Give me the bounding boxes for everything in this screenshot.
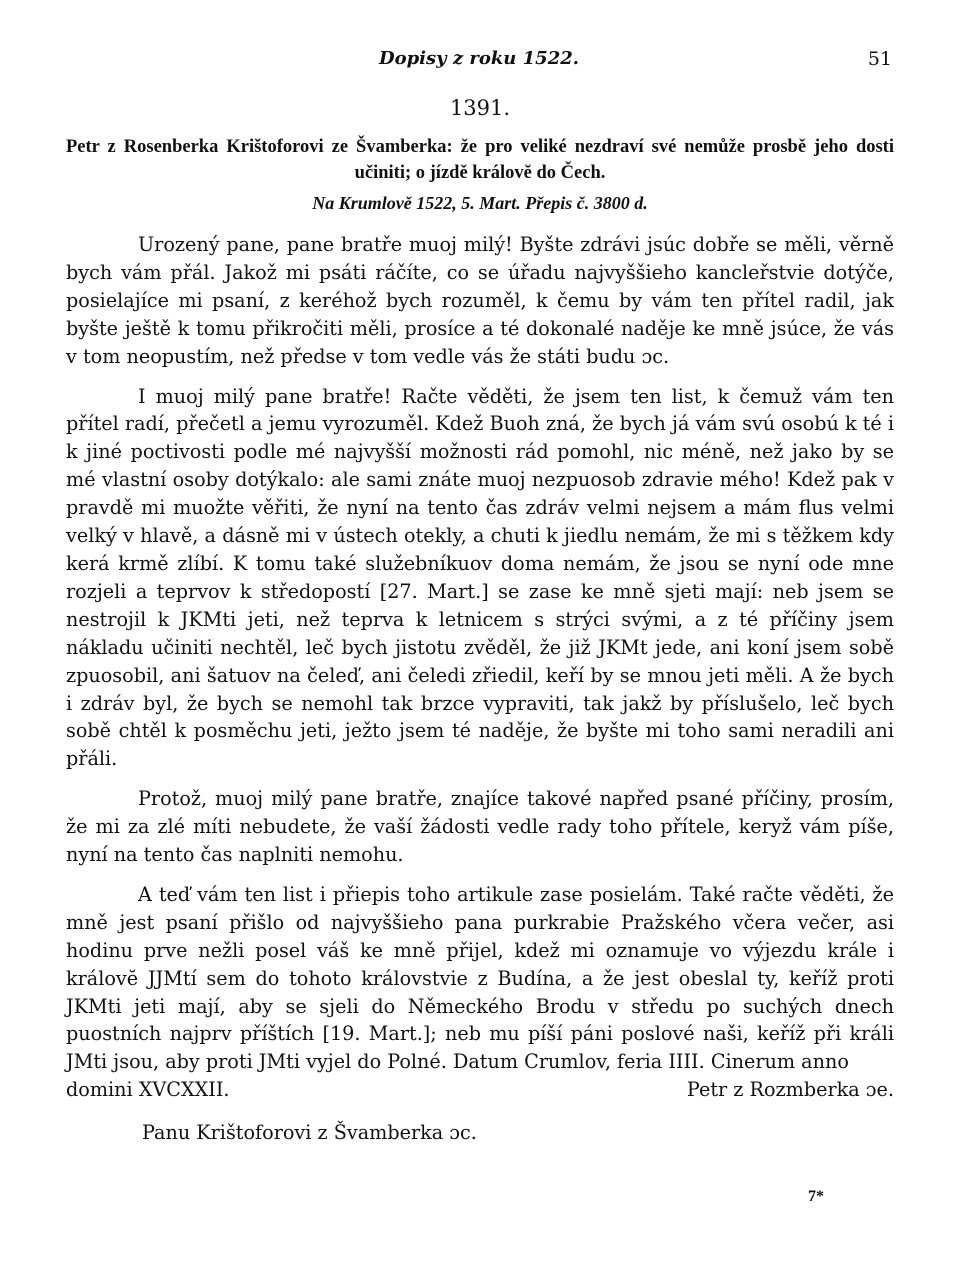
paragraph-2: I muoj milý pane bratře! Račte věděti, že jsem ten list, k čemuž vám ten přítel radí, přečetl a jemu vyrozuměl. Kdež Buoh zná, že bych já vám svú osobú k té i k jiné poctivosti podle mé najvyšší možnosti rád pomohl, nic méně, než jako by se mé vlastní osoby dotýkalo: ale sami znáte muoj nezpuosob zdravie mého! Kdež pak v pravdě mi muožte věřiti, že nyní na tento čas zdráv velmi nejsem a mám flus velmi velký v hlavě, a dásně mi v ústech otekly, a chuti k jiedlu nemám, že mi s těžkem kdy kerá krmě zlíbí. K tomu také služebníkuov doma nemám, že jsou se nyní ode mne rozjeli a teprvov k středopostí [27. Mart.] se zase ke mně sjeti mají: neb jsem se nestrojil k JKMti jeti, než teprva k letnicem s strýci svými, a z té příčiny jsem nákladu učiniti nechtěl, leč bych jistotu zvěděl, že již JKMt jede, ani koní jsem sobě zpuosobil, ani šatuov na čeleď, ani čeledi zřiedil, keří by se mnou jeti měli. A že bych i zdráv byl, že bych se nemohl tak brzce vypraviti, tak jakž by příslušelo, leč bych sobě chtěl k posměchu jeti, ježto jsem té naděje, že byšte mi toho sami neradili ani přáli.	[66, 384, 894, 771]
letter-body	[66, 231, 894, 1104]
dateline: Na Krumlově 1522, 5. Mart. Přepis č. 3800 d.	[312, 193, 648, 213]
address-line: Panu Krištoforovi z Švamberka ɔc.	[142, 1121, 477, 1144]
regest-summary: Petr z Rosenberka Krištoforovi ze Švamberka: že pro veliké nezdraví své nemůže prosbě jeho dosti učiniti; o jízdě královĕ do Čech.	[66, 137, 894, 183]
running-head	[66, 48, 892, 78]
signature: Petr z Rozmberka ɔe.	[686, 1078, 894, 1102]
running-title: Dopisy z roku 1522.	[378, 48, 580, 69]
closing-date: domini XVCXXII.	[66, 1078, 230, 1102]
paragraph-1: Urozený pane, pane bratře muoj milý! Byšte zdrávi jsúc dobře se měli, věrně bych vám přál. Jakož mi psáti ráčíte, co se úřadu najvyššieho kancleřstvie dotýče, posielajíce mi psaní, z keréhož bych rozuměl, k čemu by vám ten přítel radil, jak byšte ještě k tomu přikročiti měli, prosíce a té dokonalé naděje ke mně jsúce, že vás v tom neopustím, než předse v tom vedle vás že státi budu ɔc.	[66, 233, 894, 368]
closing-line	[66, 1076, 894, 1104]
page-number: 51	[867, 48, 892, 70]
paragraph-3: Protož, muoj milý pane bratře, znajíce takové napřed psané příčiny, prosím, že mi za zlé míti nebudete, že vaší žádosti vedle rady toho přítele, keryž vám píše, nyní na tento čas naplniti nemohu.	[66, 787, 894, 867]
sheet-signature: 7*	[808, 1188, 824, 1205]
document-number: 1391.	[449, 96, 511, 120]
paragraph-4: A teď vám ten list i přiepis toho artikule zase posielám. Také račte věděti, že mně jest psaní přišlo od najvyššieho pana purkrabie Pražského včera večer, asi hodinu prve nežli posel váš ke mně přijel, kdež mi oznamuje vo výjezdu krále i královĕ JJMtí sem do tohoto královstvie z Budína, a že jest obeslal ty, keříž proti JKMti jeti mají, aby se sjeli do Německého Brodu v středu po suchých dnech puostních najprv příštích [19. Mart.]; neb mu píší páni poslové naši, keříž při králi JMti jsou, aby proti JMti vyjel do Polné. Datum Crumlov, feria IIII. Cinerum anno	[66, 882, 894, 1074]
